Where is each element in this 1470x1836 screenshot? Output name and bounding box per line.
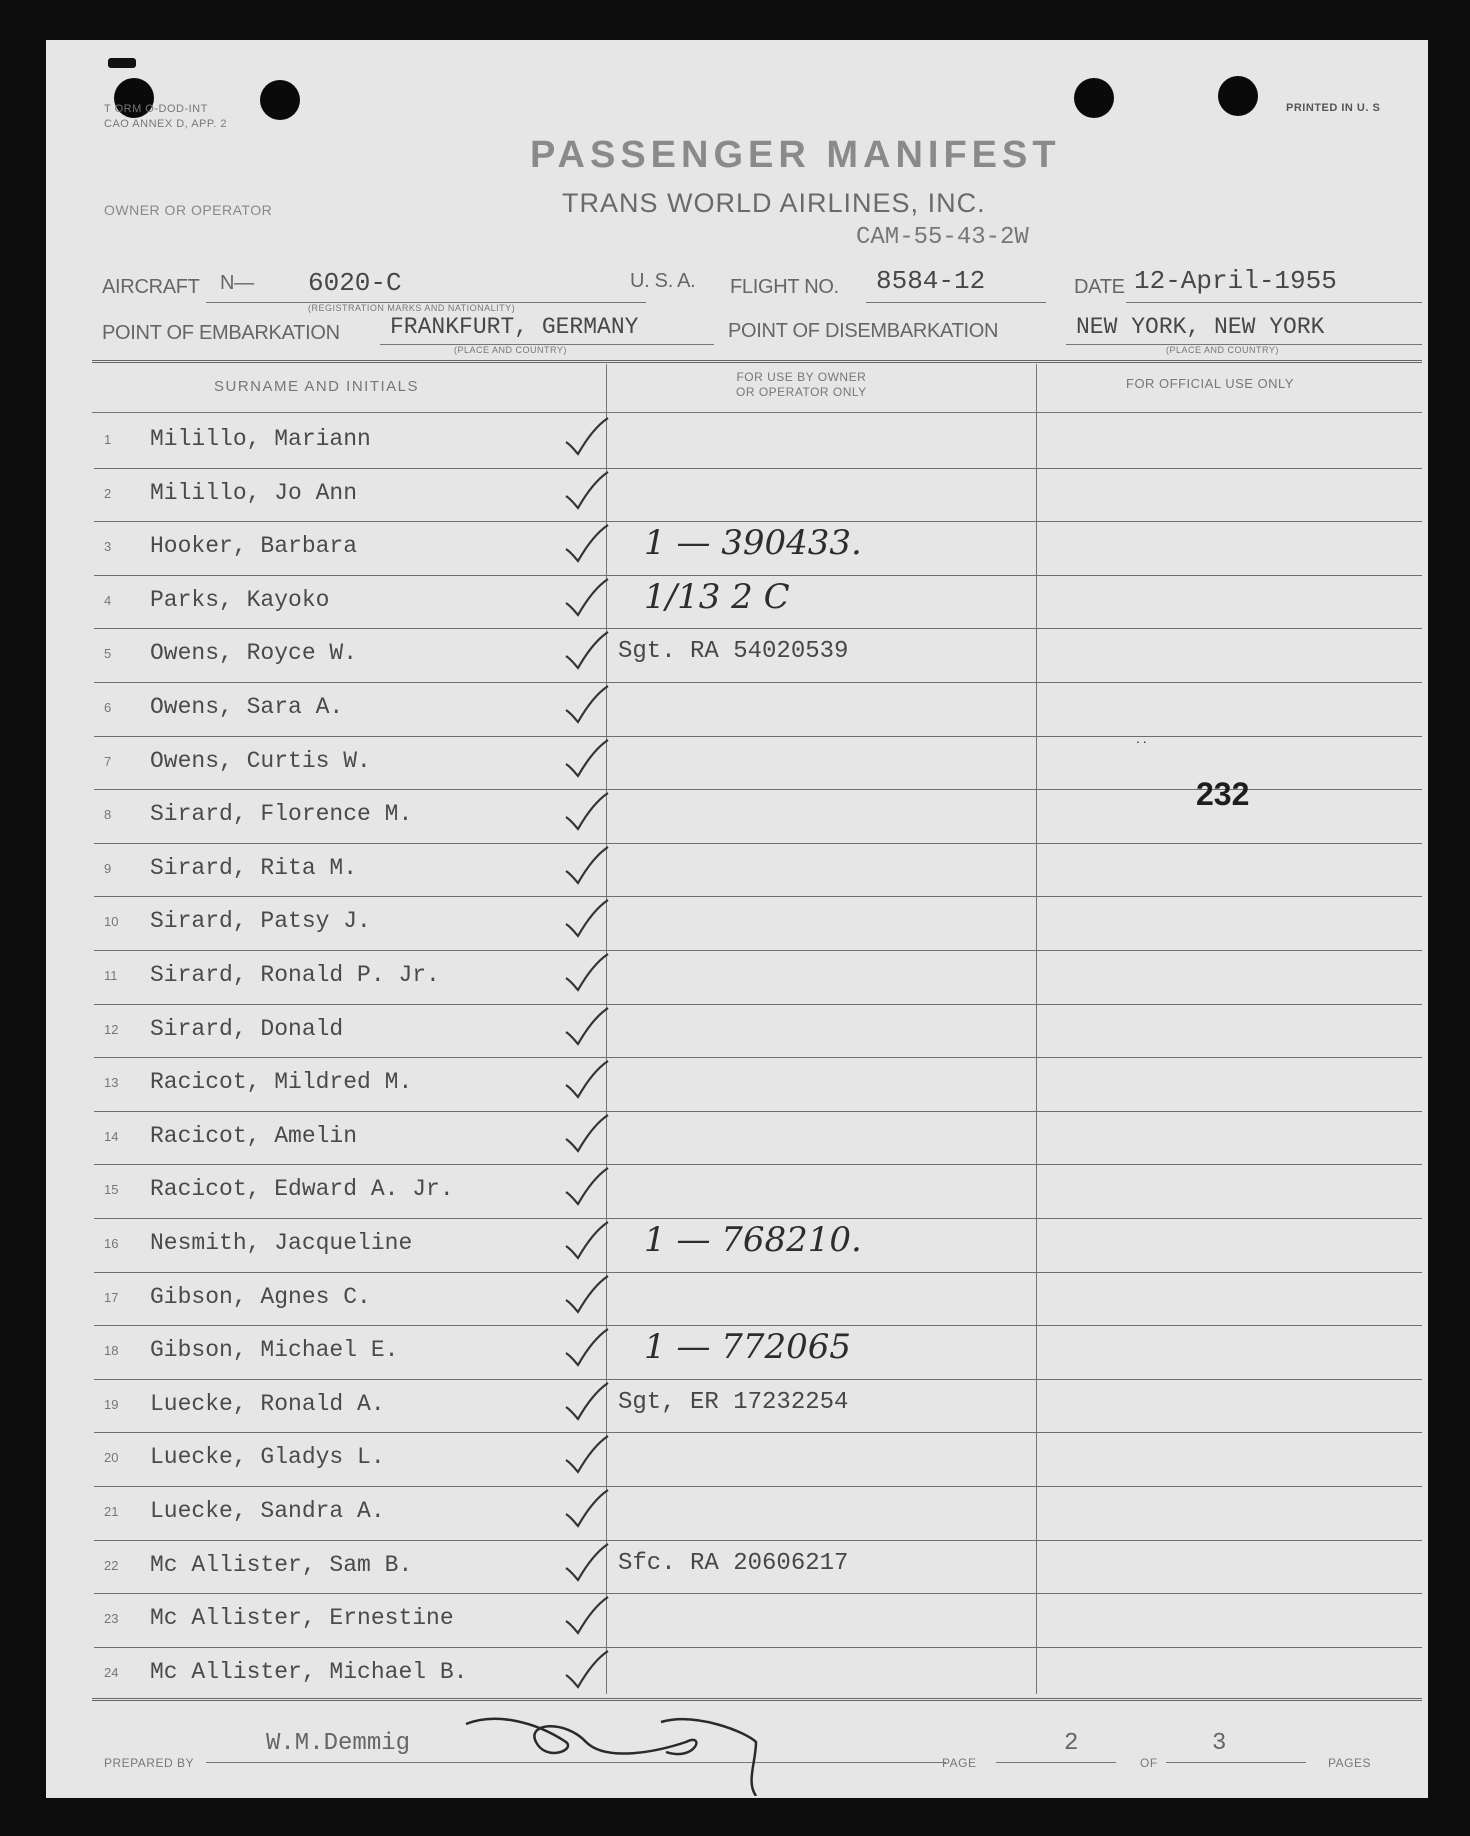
operator-note: Sgt. RA 54020539	[618, 638, 849, 666]
passenger-name: Racicot, Amelin	[150, 1122, 358, 1149]
punch-hole-right-1	[1074, 78, 1114, 118]
column-header-owner-line2: OR OPERATOR ONLY	[736, 385, 867, 399]
row-number: 8	[104, 807, 112, 823]
row-number: 11	[104, 968, 118, 983]
disembarkation-sublabel: (PLACE AND COUNTRY)	[1166, 345, 1279, 355]
row-number: 6	[104, 700, 112, 715]
ink-mark	[108, 58, 136, 68]
aircraft-value: 6020-C	[308, 268, 402, 298]
passenger-row	[94, 1432, 1422, 1487]
passenger-row	[94, 843, 1422, 898]
passenger-name: Sirard, Ronald P. Jr.	[150, 962, 440, 988]
passenger-name: Hooker, Barbara	[150, 533, 358, 560]
passenger-name: Nesmith, Jacqueline	[150, 1230, 413, 1256]
operator-note: Sgt, ER 17232254	[618, 1388, 849, 1416]
checkmark-icon	[562, 1113, 622, 1161]
checkmark-icon	[562, 1274, 622, 1322]
passenger-name: Sirard, Patsy J.	[150, 908, 371, 935]
passenger-name: Mc Allister, Ernestine	[150, 1605, 454, 1632]
usa-label: U. S. A.	[630, 270, 696, 292]
date-underline	[1126, 302, 1422, 303]
of-underline	[1166, 1762, 1306, 1763]
passenger-name: Sirard, Donald	[150, 1015, 344, 1042]
row-number: 24	[104, 1664, 119, 1680]
operator-note: Sfc. RA 20606217	[618, 1549, 849, 1577]
column-header-surname: SURNAME AND INITIALS	[214, 378, 420, 395]
passenger-name: Luecke, Ronald A.	[150, 1390, 385, 1417]
checkmark-icon	[562, 845, 622, 893]
passenger-row	[94, 1004, 1422, 1059]
checkmark-icon	[562, 470, 622, 518]
passenger-name: Owens, Sara A.	[150, 694, 344, 720]
passenger-row	[94, 950, 1422, 1005]
checkmark-icon	[562, 738, 622, 786]
row-number: 16	[104, 1236, 119, 1251]
passenger-name: Luecke, Gladys L.	[150, 1444, 385, 1471]
flight-number: 8584-12	[876, 266, 986, 296]
passenger-row	[94, 468, 1422, 523]
page-label: PAGE	[942, 1756, 977, 1770]
checkmark-icon	[562, 1059, 622, 1107]
passenger-name: Sirard, Rita M.	[150, 854, 358, 881]
row-number: 19	[104, 1396, 119, 1412]
table-top-rule	[92, 360, 1422, 363]
passenger-name: Mc Allister, Sam B.	[150, 1551, 413, 1578]
passenger-name: Gibson, Michael E.	[150, 1337, 399, 1364]
handwritten-note: 1 — 768210.	[644, 1220, 862, 1260]
passenger-row	[94, 1218, 1422, 1273]
passenger-row	[94, 1593, 1422, 1648]
row-number: 1	[104, 432, 112, 447]
disembarkation-value: NEW YORK, NEW YORK	[1076, 314, 1325, 340]
passenger-row	[94, 1272, 1422, 1327]
prepared-by-label: PREPARED BY	[104, 1756, 194, 1770]
signature	[456, 1682, 816, 1796]
checkmark-icon	[562, 1488, 622, 1536]
row-number: 2	[104, 485, 112, 501]
passenger-row	[94, 521, 1422, 576]
airline-name: TRANS WORLD AIRLINES, INC.	[562, 188, 986, 218]
official-number: 232	[1196, 776, 1250, 812]
handwritten-note: 1 — 390433.	[644, 523, 862, 564]
column-header-official: FOR OFFICIAL USE ONLY	[1126, 376, 1294, 391]
punch-hole-right-2	[1218, 76, 1258, 116]
checkmark-icon	[562, 1220, 622, 1268]
row-number: 18	[104, 1343, 119, 1359]
printed-in-label: PRINTED IN U. S	[1286, 102, 1381, 114]
row-number: 13	[104, 1075, 119, 1091]
form-ref-line2: CAO ANNEX D, APP. 2	[104, 118, 228, 130]
passenger-row	[94, 1111, 1422, 1166]
owner-operator-label: OWNER OR OPERATOR	[104, 202, 273, 218]
embarkation-sublabel: (PLACE AND COUNTRY)	[454, 345, 567, 355]
passenger-name: Gibson, Agnes C.	[150, 1283, 371, 1310]
passenger-name: Milillo, Jo Ann	[150, 479, 358, 506]
page-number: 2	[1064, 1730, 1079, 1757]
row-number: 15	[104, 1182, 119, 1198]
embarkation-label: POINT OF EMBARKATION	[102, 322, 340, 344]
handwritten-note: 1 — 772065	[644, 1327, 852, 1368]
checkmark-icon	[562, 1327, 622, 1375]
row-number: 3	[104, 539, 112, 555]
row-number: 4	[104, 592, 112, 608]
passenger-name: Owens, Curtis W.	[150, 747, 371, 774]
row-number: 10	[104, 914, 119, 930]
form-ref-line1: T ORM O-DOD-INT	[104, 103, 208, 115]
page-underline	[996, 1762, 1116, 1763]
handwritten-note: 1/13 2 C	[644, 576, 790, 617]
passenger-row	[94, 575, 1422, 630]
pencil-dots: . .	[1136, 730, 1147, 746]
checkmark-icon	[562, 523, 622, 571]
aircraft-label: AIRCRAFT	[102, 276, 200, 298]
passenger-row	[94, 414, 1422, 469]
passenger-row	[94, 682, 1422, 737]
checkmark-icon	[562, 1381, 622, 1429]
column-header-owner	[736, 370, 867, 400]
passenger-row	[94, 1164, 1422, 1219]
row-number: 5	[104, 646, 112, 662]
aircraft-sublabel: (REGISTRATION MARKS AND NATIONALITY)	[308, 303, 516, 313]
disembarkation-label: POINT OF DISEMBARKATION	[728, 320, 999, 342]
pages-label: PAGES	[1328, 1756, 1371, 1770]
column-header-owner-line1: FOR USE BY OWNER	[736, 370, 867, 384]
row-number: 7	[104, 753, 112, 769]
passenger-row	[94, 1486, 1422, 1541]
passenger-row	[94, 1325, 1422, 1380]
manifest-sheet	[46, 40, 1428, 1798]
checkmark-icon	[562, 791, 622, 839]
checkmark-icon	[562, 1006, 622, 1054]
passenger-row	[94, 1379, 1422, 1434]
row-number: 9	[104, 860, 112, 876]
embarkation-value: FRANKFURT, GERMANY	[390, 314, 639, 340]
punch-hole-left-2	[260, 80, 300, 120]
checkmark-icon	[562, 1166, 622, 1214]
checkmark-icon	[562, 952, 622, 1000]
passenger-name: Luecke, Sandra A.	[150, 1498, 385, 1524]
passenger-name: Sirard, Florence M.	[150, 801, 413, 828]
checkmark-icon	[562, 1542, 622, 1590]
checkmark-icon	[562, 1595, 622, 1643]
checkmark-icon	[562, 898, 622, 946]
form-reference	[104, 102, 227, 132]
page-total: 3	[1212, 1730, 1227, 1757]
row-number: 14	[104, 1128, 119, 1144]
row-number: 22	[104, 1557, 119, 1573]
passenger-name: Racicot, Mildred M.	[150, 1069, 413, 1096]
prepared-by-value: W.M.Demmig	[266, 1730, 411, 1757]
date-label: DATE	[1074, 276, 1125, 298]
row-number: 20	[104, 1450, 119, 1466]
aircraft-prefix: N—	[220, 272, 254, 294]
passenger-name: Racicot, Edward A. Jr.	[150, 1176, 454, 1203]
checkmark-icon	[562, 577, 622, 625]
checkmark-icon	[562, 416, 622, 464]
checkmark-icon	[562, 684, 622, 732]
passenger-name: Parks, Kayoko	[150, 586, 330, 613]
row-number: 23	[104, 1611, 119, 1627]
row-number: 12	[104, 1021, 119, 1037]
of-label: OF	[1140, 1756, 1158, 1770]
passenger-row	[94, 1057, 1422, 1112]
passenger-name: Mc Allister, Michael B.	[150, 1658, 468, 1685]
date-value: 12-April-1955	[1134, 266, 1337, 296]
passenger-row	[94, 896, 1422, 951]
cam-number: CAM-55-43-2W	[856, 224, 1029, 251]
passenger-name: Owens, Royce W.	[150, 640, 358, 667]
row-number: 17	[104, 1289, 119, 1305]
flight-underline	[866, 302, 1046, 303]
checkmark-icon	[562, 630, 622, 678]
header-bottom-rule	[92, 412, 1422, 413]
checkmark-icon	[562, 1434, 622, 1482]
page-title: PASSENGER MANIFEST	[530, 134, 1061, 176]
passenger-row	[94, 628, 1422, 683]
row-number: 21	[104, 1504, 119, 1519]
flight-label: FLIGHT NO.	[730, 276, 839, 298]
passenger-row	[94, 1540, 1422, 1595]
passenger-name: Milillo, Mariann	[150, 426, 371, 452]
